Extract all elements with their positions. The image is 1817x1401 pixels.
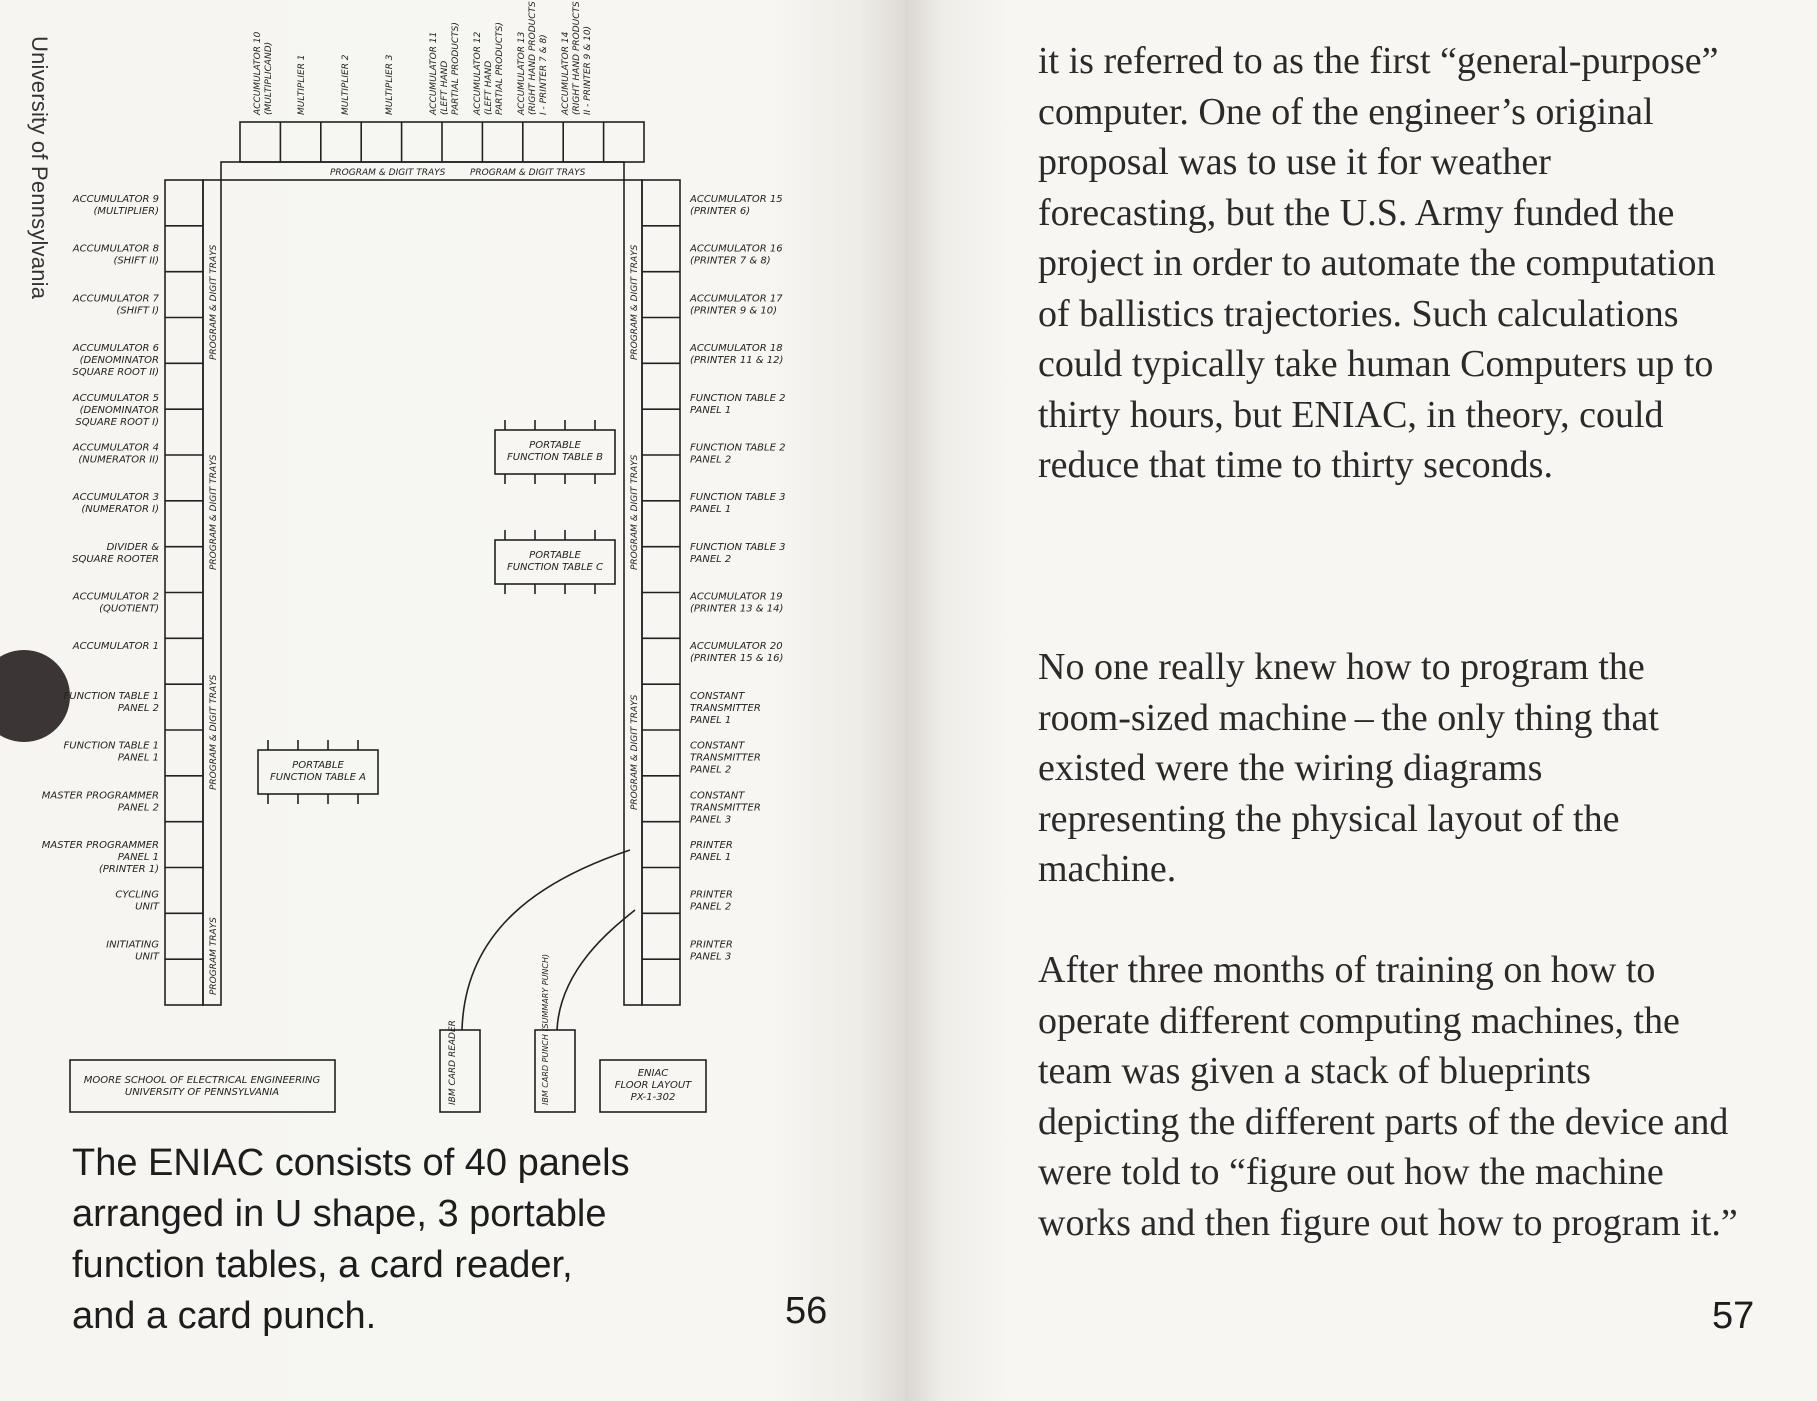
- portable-table-label: PORTABLE FUNCTION TABLE A: [270, 760, 366, 783]
- caption-line: arranged in U shape, 3 portable: [72, 1193, 607, 1235]
- drawing-number-text: ENIAC FLOOR LAYOUT PX-1-302: [614, 1068, 692, 1103]
- caption-line: function tables, a card reader,: [72, 1244, 573, 1286]
- right-panel-label: ACCUMULATOR 15 (PRINTER 6): [690, 194, 783, 217]
- left-panel-label: MASTER PROGRAMMER PANEL 1 (PRINTER 1): [41, 839, 159, 875]
- tray-label: PROGRAM & DIGIT TRAYS: [209, 244, 219, 360]
- left-panel-label: MASTER PROGRAMMER PANEL 2: [41, 790, 159, 814]
- right-panel-label: FUNCTION TABLE 2 PANEL 2: [690, 442, 786, 466]
- tray-label: PROGRAM & DIGIT TRAYS: [630, 244, 640, 360]
- left-panel-label: ACCUMULATOR 7 (SHIFT I): [72, 293, 159, 317]
- left-panel-label: ACCUMULATOR 9 (MULTIPLIER): [72, 194, 159, 217]
- card-reader-label: IBM CARD READER: [448, 1020, 458, 1105]
- running-head: [22, 36, 62, 356]
- top-panel-label: ACCUMULATOR 14(RIGHT HAND PRODUCTSII - PRINTER 9 & 10): [561, 1, 593, 115]
- tray-label: PROGRAM & DIGIT TRAYS: [630, 694, 640, 810]
- right-panel-label: FUNCTION TABLE 3 PANEL 2: [690, 541, 786, 565]
- top-panel-label: ACCUMULATOR 12(LEFT HANDPARTIAL PRODUCTS): [473, 22, 505, 115]
- right-panel-label: CONSTANT TRANSMITTER PANEL 3: [690, 790, 761, 826]
- right-panel-label: PRINTER PANEL 3: [690, 939, 733, 963]
- right-panel-label: FUNCTION TABLE 3 PANEL 1: [690, 492, 786, 516]
- right-panel-label: PRINTER PANEL 1: [690, 839, 733, 863]
- top-panel-label: ACCUMULATOR 10(MULTIPLICAND): [253, 31, 274, 115]
- page-number-right: 57: [1712, 1295, 1755, 1337]
- tray-label: PROGRAM & DIGIT TRAYS: [209, 674, 219, 790]
- left-panel-label: DIVIDER & SQUARE ROOTER: [72, 541, 159, 565]
- left-panel-label: ACCUMULATOR 4 (NUMERATOR II): [72, 442, 159, 466]
- page-number-left: 56: [785, 1290, 828, 1332]
- right-panel-label: ACCUMULATOR 20 (PRINTER 15 & 16): [690, 641, 784, 665]
- body-paragraph-1: it is referred to as the first “general-purpose” computer. One of the engineer’s original proposal was to use it for weather forecasting, but the U.S. Army funded the project in order to automate the computation of ballistics trajectories. Such calculations could typically take human Computers up to thirty hours, but ENIAC, in theory, could reduce that time to thirty seconds.: [1038, 40, 1719, 486]
- top-panel-label: MULTIPLIER 3: [385, 54, 395, 115]
- running-head-text: University of Pennsylvania: [27, 36, 52, 300]
- tray-label: PROGRAM & DIGIT TRAYS: [630, 454, 640, 570]
- card-punch-label: IBM CARD PUNCH (SUMMARY PUNCH): [541, 953, 550, 1105]
- body-paragraph-3: After three months of training on how to operate different computing machines, the team was given a stack of blueprints depicting the different parts of the device and were told to “figure out how the machine works and then figure out how to program it.”: [1038, 949, 1738, 1244]
- right-panel-label: PRINTER PANEL 2: [690, 889, 733, 913]
- title-block-text: MOORE SCHOOL OF ELECTRICAL ENGINEERING UNIVERSITY OF PENNSYLVANIA: [83, 1075, 321, 1098]
- portable-table-label: PORTABLE FUNCTION TABLE C: [506, 550, 604, 573]
- left-panel-label: FUNCTION TABLE 1 PANEL 1: [63, 740, 159, 764]
- card-reader: [440, 1030, 480, 1112]
- caption-line: and a card punch.: [72, 1295, 377, 1337]
- right-panel-label: CONSTANT TRANSMITTER PANEL 1: [690, 690, 761, 726]
- left-panel-label: FUNCTION TABLE 1 PANEL 2: [63, 690, 159, 714]
- right-panel-label: FUNCTION TABLE 2 PANEL 1: [690, 392, 786, 416]
- left-panel-label: INITIATING UNIT: [106, 939, 159, 963]
- eniac-floor-layout-diagram: [41, 1, 830, 1130]
- right-panel-label: ACCUMULATOR 16 (PRINTER 7 & 8): [690, 243, 783, 267]
- left-panel-label: CYCLING UNIT: [115, 889, 159, 913]
- top-panel-label: ACCUMULATOR 13(RIGHT HAND PRODUCTSI - PRINTER 7 & 8): [517, 1, 549, 115]
- left-panel-label: ACCUMULATOR 6 (DENOMINATOR SQUARE ROOT II): [72, 343, 159, 379]
- left-panel-label: ACCUMULATOR 8 (SHIFT II): [72, 243, 159, 267]
- top-panel-label: MULTIPLIER 1: [297, 54, 307, 115]
- left-panel-label: ACCUMULATOR 3 (NUMERATOR I): [72, 492, 159, 516]
- thumb-tab-marker: [0, 650, 70, 742]
- right-panel-label: ACCUMULATOR 17 (PRINTER 9 & 10): [690, 293, 783, 317]
- left-panel-label: ACCUMULATOR 2 (QUOTIENT): [72, 591, 159, 615]
- right-panel-label: ACCUMULATOR 19 (PRINTER 13 & 14): [690, 591, 784, 615]
- title-block: [70, 1060, 335, 1112]
- tray-label: PROGRAM TRAYS: [209, 917, 219, 995]
- right-panel-label: CONSTANT TRANSMITTER PANEL 2: [690, 740, 761, 776]
- left-page: [0, 0, 905, 1401]
- tray-label: PROGRAM & DIGIT TRAYS: [330, 168, 446, 178]
- portable-table-label: PORTABLE FUNCTION TABLE B: [507, 440, 603, 463]
- body-paragraph-2: No one really knew how to program the room-sized machine – the only thing that existed were the wiring diagrams representing the physical layout of the machine.: [1038, 646, 1659, 890]
- tray-label: PROGRAM & DIGIT TRAYS: [470, 168, 586, 178]
- tray-label: PROGRAM & DIGIT TRAYS: [209, 454, 219, 570]
- top-panel-label: MULTIPLIER 2: [341, 54, 351, 115]
- figure-caption: [72, 1138, 712, 1342]
- left-panel-label: ACCUMULATOR 5 (DENOMINATOR SQUARE ROOT I): [72, 392, 159, 428]
- caption-line: The ENIAC consists of 40 panels: [72, 1142, 630, 1184]
- top-panel-label: ACCUMULATOR 11(LEFT HANDPARTIAL PRODUCTS): [429, 22, 461, 115]
- left-panel-label: ACCUMULATOR 1: [72, 641, 159, 653]
- right-panel-label: ACCUMULATOR 18 (PRINTER 11 & 12): [690, 343, 784, 367]
